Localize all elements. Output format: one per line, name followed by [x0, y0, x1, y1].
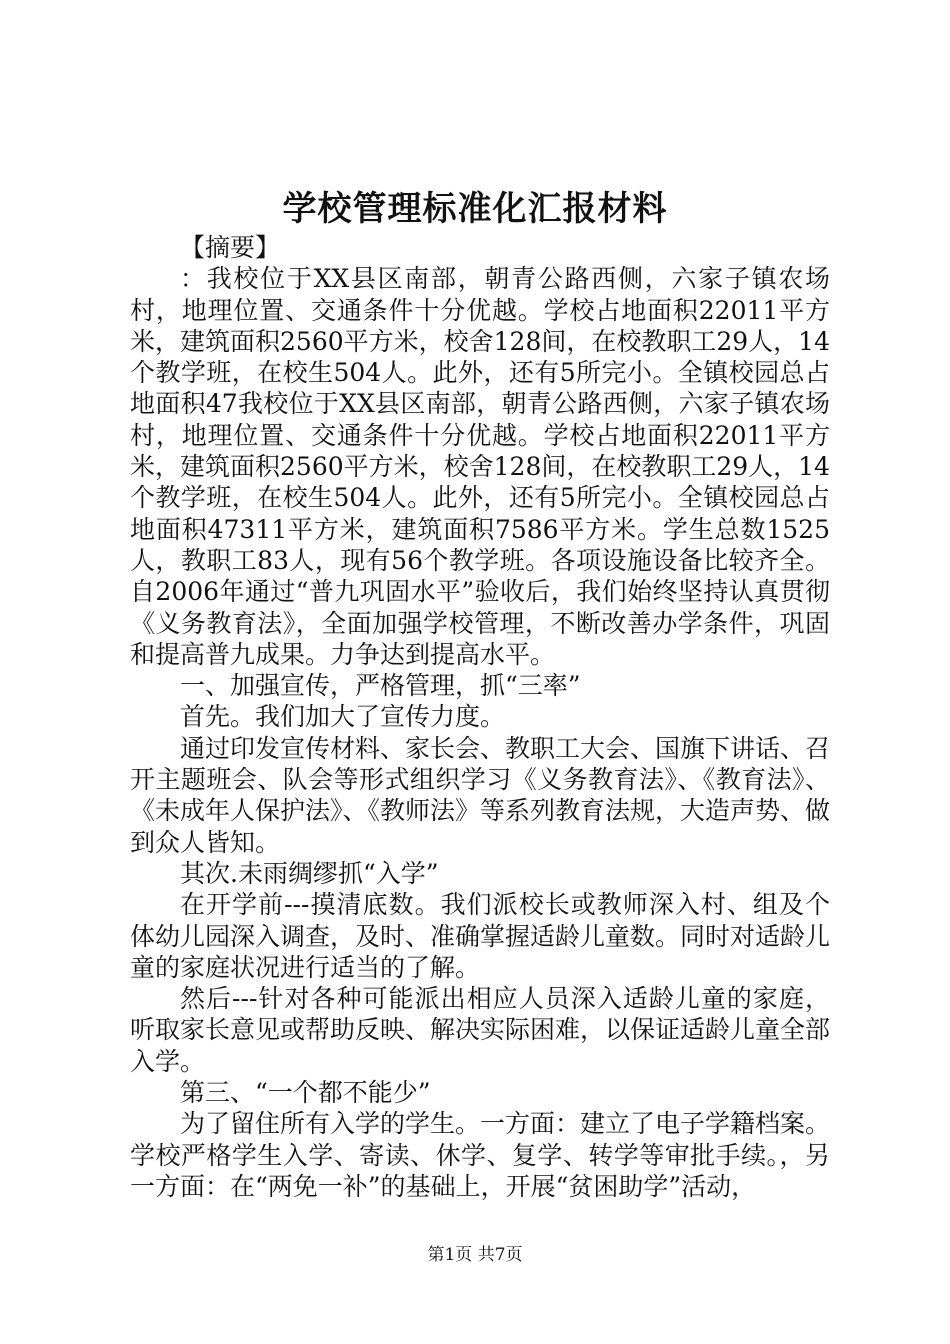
- paragraph-then: 然后---针对各种可能派出相应人员深入适龄儿童的家庭，听取家长意见或帮助反映、解决实际困难，以保证适龄儿童全部入学。: [130, 984, 831, 1076]
- section-heading-1: 一、加强宣传，严格管理，抓“三率”: [180, 671, 581, 701]
- abstract-heading: 【摘要】: [180, 233, 281, 262]
- paragraph-abstract: ：我校位于XX县区南部，朝青公路西侧，六家子镇农场村，地理位置、交通条件十分优越。学校占地面积22011平方米，建筑面积2560平方米，校舍128间，在校教职工29人，14个教学班，在校生504人。此外，还有5所完小。全镇校园总占地面积47我校位于XX县区南部，朝青公路西侧，六家子镇农场村，地理位置、交通条件十分优越。学校占地面积22011平方米，建筑面积2560平方米，校舍128间，在校教职工29人，14个教学班，在校生504人。此外，还有5所完小。全镇校园总占地面积47311平方米，建筑面积7586平方米。学生总数1525人，教职工83人，现有56个教学班。各项设施设备比较齐全。自2006年通过“普九巩固水平”验收后，我们始终坚持认真贯彻《义务教育法》，全面加强学校管理，不断改善办学条件，巩固和提高普九成果。力争达到提高水平。: [130, 264, 830, 669]
- paragraph-before-school: 在开学前---摸清底数。我们派校长或教师深入村、组及个体幼儿园深入调查，及时、准确掌握适龄儿童数。同时对适龄儿童的家庭状况进行适当的了解。: [130, 890, 831, 982]
- paragraph-retention: 为了留住所有入学的学生。一方面：建立了电子学籍档案。学校严格学生入学、寄读、休学、复学、转学等审批手续。，另一方面：在“两免一补”的基础上，开展“贫困助学”活动，: [130, 1109, 831, 1201]
- document-title: 学校管理标准化汇报材料: [282, 189, 668, 229]
- paragraph-second: 其次.未雨绸缪抓“入学”: [180, 858, 439, 888]
- paragraph-first: 首先。我们加大了宣传力度。: [180, 702, 506, 732]
- document-body: [130, 232, 830, 1202]
- paragraph-publicity: 通过印发宣传材料、家长会、教职工大会、国旗下讲话、召开主题班会、队会等形式组织学习《义务教育法》、《教育法》、《未成年人保护法》、《教师法》等系列教育法规，大造声势、做到众人皆知。: [130, 733, 831, 857]
- paragraph-third: 第三、“一个都不能少”: [180, 1078, 431, 1108]
- page-number: 第1页 共7页: [427, 1245, 523, 1265]
